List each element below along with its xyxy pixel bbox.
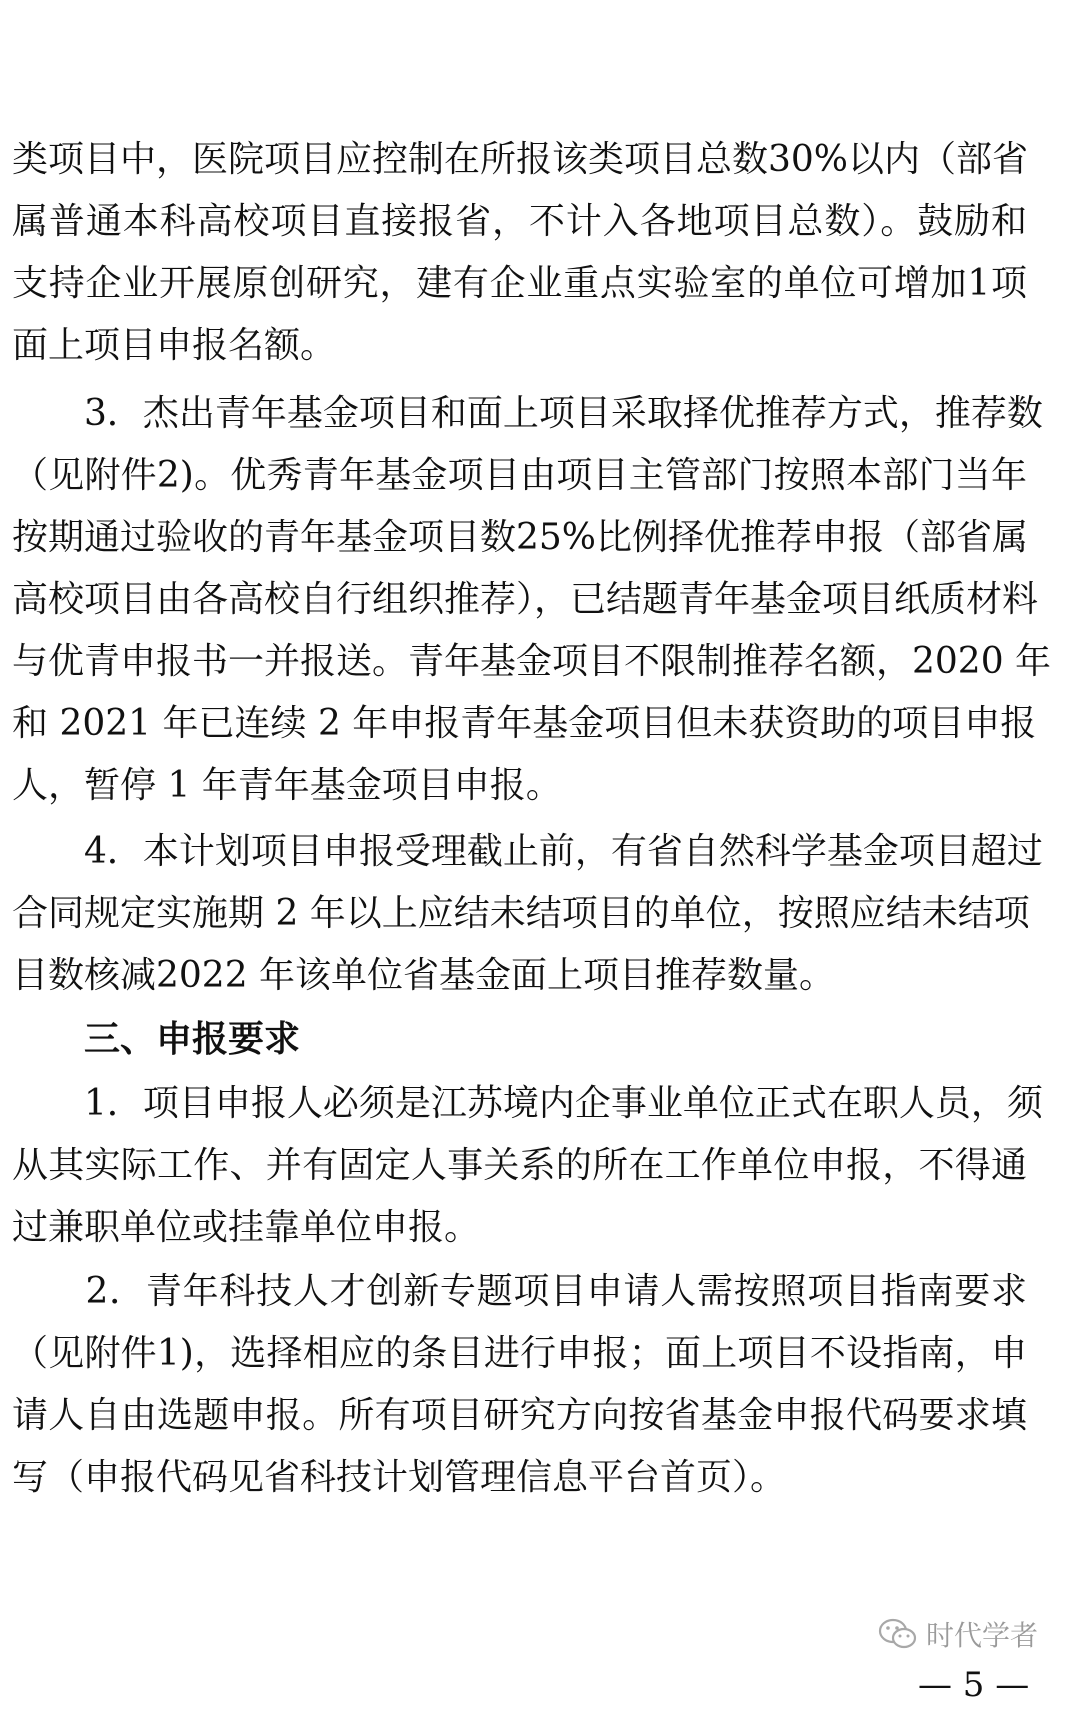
watermark-text: 时代学者	[926, 1619, 1039, 1652]
text-line: 属普通本科高校项目直接报省，不计入各地项目总数）。鼓励和	[12, 201, 1027, 242]
text-line: 2．青年科技人才创新专题项目申请人需按照项目指南要求	[12, 1271, 1027, 1312]
text-line: 高校项目由各高校自行组织推荐），已结题青年基金项目纸质材料	[12, 579, 1039, 620]
text-line: 支持企业开展原创研究，建有企业重点实验室的单位可增加1项	[12, 263, 1027, 304]
text-line: 4．本计划项目申报受理截止前，有省自然科学基金项目超过	[12, 831, 1043, 872]
page-number: — 5 —	[918, 1665, 1030, 1705]
text-line: 1．项目申报人必须是江苏境内企事业单位正式在职人员，须	[12, 1083, 1043, 1124]
text-line: 面上项目申报名额。	[12, 325, 337, 366]
text-line: 从其实际工作、并有固定人事关系的所在工作单位申报，不得通	[12, 1145, 1027, 1186]
text-line: 请人自由选题申报。所有项目研究方向按省基金申报代码要求填	[12, 1395, 1027, 1436]
text-line: （见附件1)，选择相应的条目进行申报；面上项目不设指南，申	[12, 1333, 1027, 1374]
text-line: 按期通过验收的青年基金项目数25%比例择优推荐申报（部省属	[12, 517, 1029, 558]
section-heading: 三、申报要求	[84, 1019, 301, 1060]
text-line: 过兼职单位或挂靠单位申报。	[12, 1207, 481, 1248]
text-line: 目数核减2022 年该单位省基金面上项目推荐数量。	[12, 955, 836, 996]
text-line: 与优青申报书一并报送。青年基金项目不限制推荐名额，2020 年	[12, 641, 1052, 682]
text-line: 合同规定实施期 2 年以上应结未结项目的单位，按照应结未结项	[12, 893, 1030, 934]
watermark	[878, 1612, 1038, 1656]
text-line: （见附件2)。优秀青年基金项目由项目主管部门按照本部门当年	[12, 455, 1027, 496]
text-line: 和 2021 年已连续 2 年申报青年基金项目但未获资助的项目申报	[12, 703, 1037, 744]
wechat-icon	[878, 1617, 918, 1651]
text-line: 类项目中，医院项目应控制在所报该类项目总数30%以内（部省	[12, 139, 1029, 180]
text-line: 写（申报代码见省科技计划管理信息平台首页）。	[12, 1457, 787, 1498]
text-line: 3．杰出青年基金项目和面上项目采取择优推荐方式，推荐数	[12, 393, 1043, 434]
text-line: 人，暂停 1 年青年基金项目申报。	[12, 765, 562, 806]
